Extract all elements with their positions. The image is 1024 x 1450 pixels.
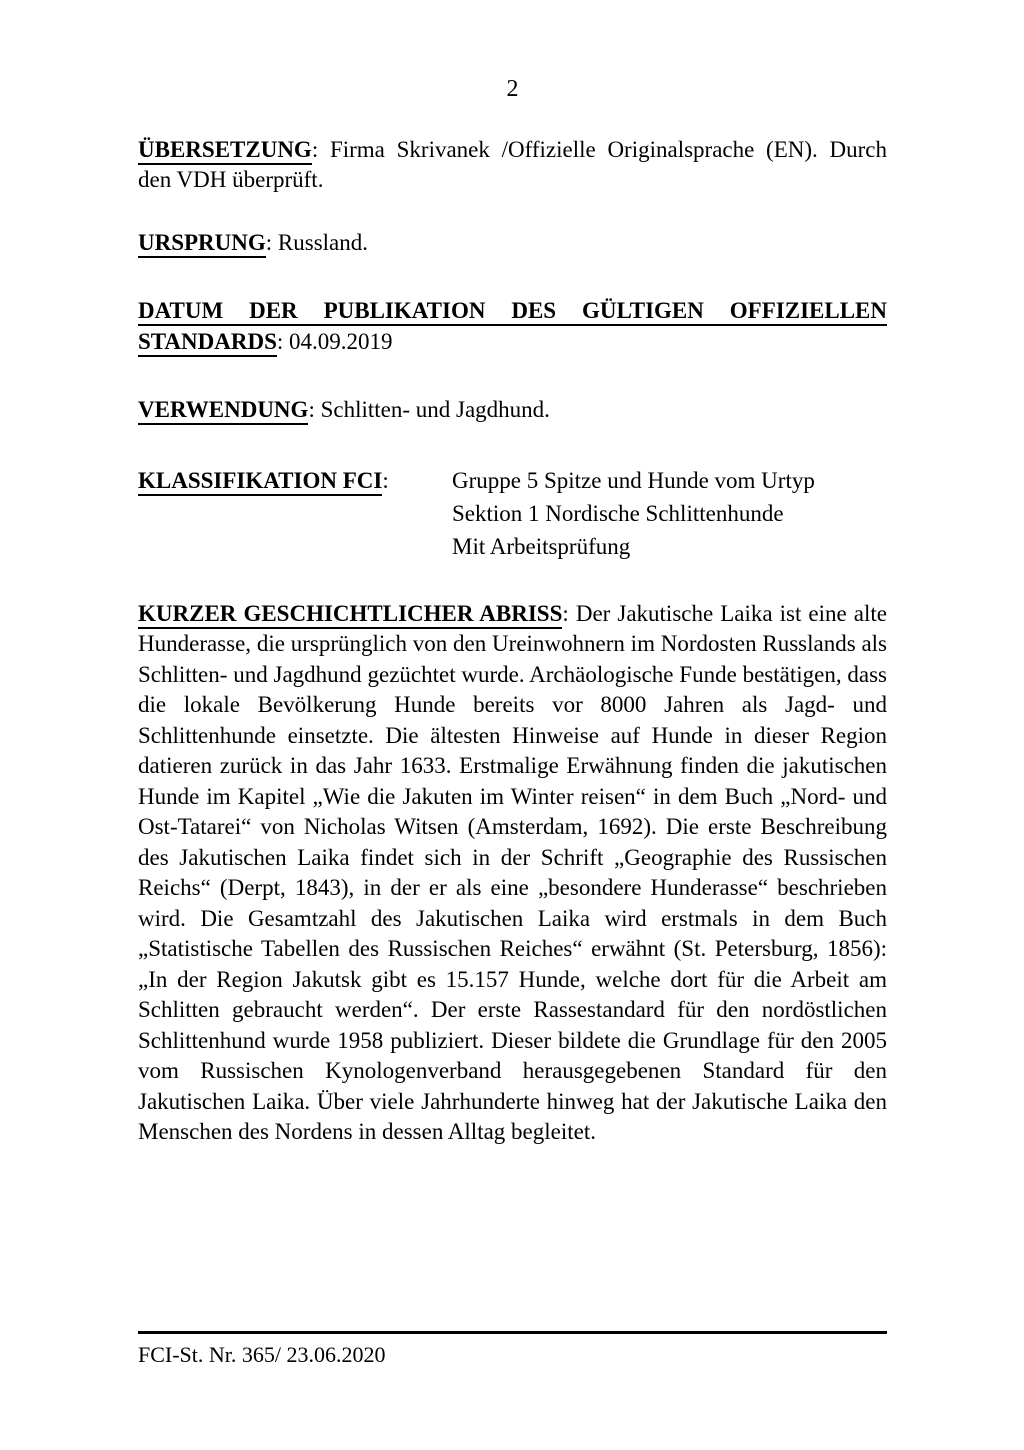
klassifikation-line-proof: Mit Arbeitsprüfung xyxy=(452,533,631,559)
label-colon: : xyxy=(562,600,569,626)
label-colon: : xyxy=(382,467,389,493)
klassifikation-line-section: Sektion 1 Nordische Schlittenhunde xyxy=(452,500,784,526)
section-klassifikation-values xyxy=(452,464,887,563)
page-footer xyxy=(138,1331,887,1368)
section-verwendung xyxy=(138,395,887,426)
section-abriss-label: KURZER GESCHICHTLICHER ABRISS xyxy=(138,601,562,629)
section-uebersetzung xyxy=(138,135,887,196)
label-colon: : xyxy=(265,229,273,255)
section-ursprung xyxy=(138,228,887,259)
section-abriss xyxy=(138,599,887,1148)
label-colon: : xyxy=(308,397,315,422)
section-datum xyxy=(138,296,887,357)
section-datum-label: DATUM DER PUBLIKATION DES GÜLTIGEN OFFIZIELLEN STANDARDS xyxy=(138,298,887,357)
section-verwendung-label: VERWENDUNG xyxy=(138,397,308,425)
label-colon: : xyxy=(311,136,319,162)
section-klassifikation-label: KLASSIFIKATION FCI xyxy=(138,468,382,496)
page-number: 2 xyxy=(506,76,519,102)
section-uebersetzung-text: Firma Skrivanek /Offizielle Originalsprache (EN). Durch den VDH überprüft. xyxy=(138,136,887,192)
section-abriss-text: Der Jakutische Laika ist eine alte Hunderasse, die ursprünglich von den Ureinwohnern im Nordosten Russlands als Schlitten- und Jagdhund gezüchtet wurde. Archäologische Funde bestätigen, dass die lokale Bevölkerung Hunde bereits vor 8000 Jahren als Jagd- und Schlittenhunde einsetzte. Die ältesten Hinweise auf Hunde in dieser Region datieren zurück in das Jahr 1633. Erstmalige Erwähnung finden die jakutischen Hunde im Kapitel „Wie die Jakuten im Winter reisen“ in dem Buch „Nord- und Ost-Tatarei“ von Nicholas Witsen (Amsterdam, 1692). Die erste Beschreibung des Jakutischen Laika findet sich in der Schrift „Geographie des Russischen Reichs“ (Derpt, 1843), in der er als eine „besondere Hunderasse“ beschrieben wird. Die Gesamtzahl des Jakutischen Laika wird erstmals in dem Buch „Statistische Tabellen des Russischen Reiches“ erwähnt (St. Petersburg, 1856): „In der Region Jakutsk gibt es 15.157 Hunde, welche dort für die Arbeit am Schlitten gebraucht werden“. Der erste Rassestandard für den nordöstlichen Schlittenhund wurde 1958 publiziert. Dieser bildete die Grundlage für den 2005 vom Russischen Kynologenverband herausgegebenen Standard für den Jakutischen Laika. Über viele Jahrhunderte hinweg hat der Jakutische Laika den Menschen des Nordens in dessen Alltag begleitet. xyxy=(138,600,887,1144)
klassifikation-line-group: Gruppe 5 Spitze und Hunde vom Urtyp xyxy=(452,467,815,493)
section-uebersetzung-label: ÜBERSETZUNG xyxy=(138,137,312,165)
section-datum-text: 04.09.2019 xyxy=(289,328,393,354)
footer-standard-number: FCI-St. Nr. 365/ 23.06.2020 xyxy=(138,1342,386,1367)
section-klassifikation-label-cell xyxy=(138,464,452,497)
label-colon: : xyxy=(276,328,284,354)
section-ursprung-text: Russland. xyxy=(277,229,369,255)
section-verwendung-text: Schlitten- und Jagdhund. xyxy=(320,397,550,422)
section-ursprung-label: URSPRUNG xyxy=(138,230,266,258)
section-klassifikation xyxy=(138,464,887,563)
